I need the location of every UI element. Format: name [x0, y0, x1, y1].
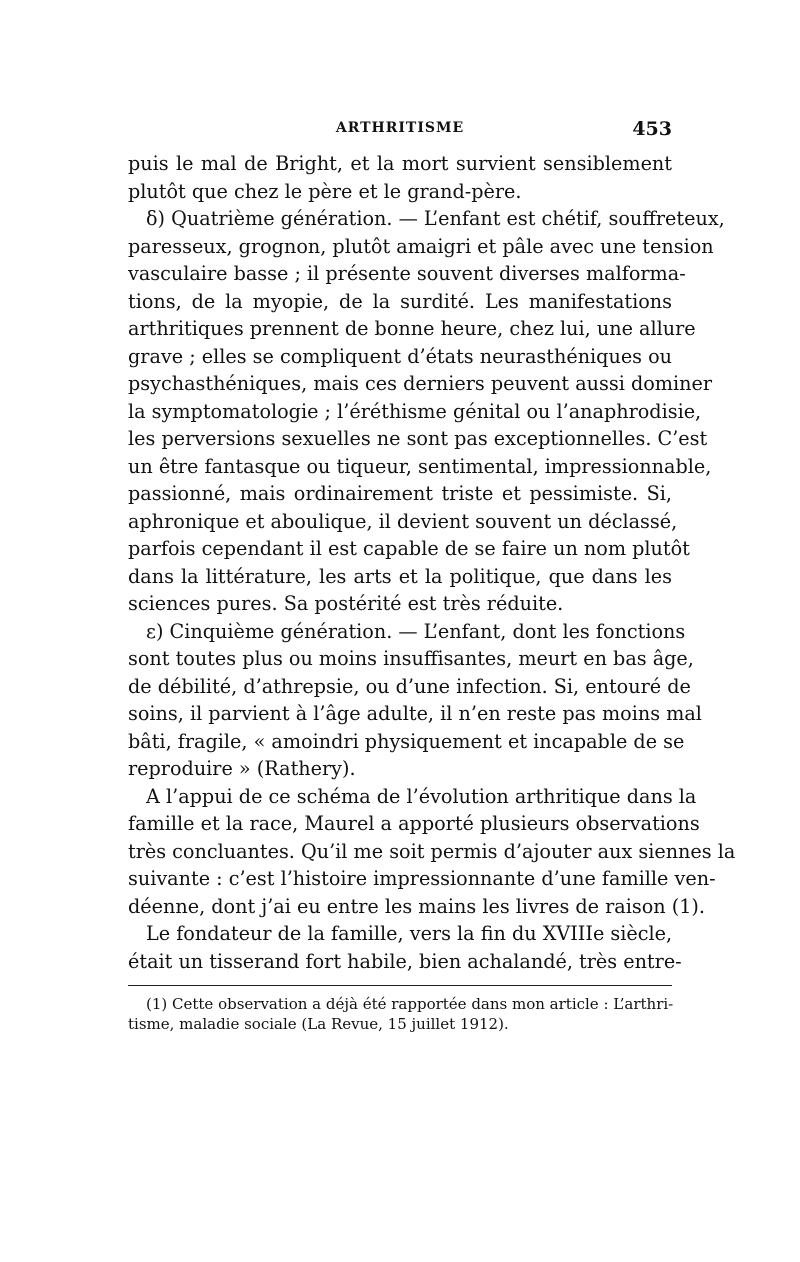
text-line: était un tisserand fort habile, bien achalandé, très entre-	[128, 949, 682, 973]
footnote-line: tisme, maladie sociale (La Revue, 15 juillet 1912).	[128, 1015, 509, 1033]
text-line: dans la littérature, les arts et la politique, que dans les	[128, 564, 672, 588]
text-line: les perversions sexuelles ne sont pas exceptionnelles. C’est	[128, 427, 708, 450]
text-line: la symptomatologie ; l’éréthisme génital ou l’anaphrodisie,	[128, 399, 702, 423]
text-line: aphronique et aboulique, il devient souvent un déclassé,	[128, 509, 678, 533]
text-line: de débilité, d’athrepsie, ou d’une infection. Si, entouré de	[128, 674, 691, 698]
footnote	[128, 994, 672, 1034]
text-line: arthritiques prennent de bonne heure, chez lui, une allure	[128, 317, 696, 340]
text-line: famille et la race, Maurel a apporté plusieurs observations	[128, 812, 700, 835]
text-line: bâti, fragile, « amoindri physiquement et incapable de se	[128, 729, 685, 753]
running-header	[128, 118, 672, 142]
text-line: déenne, dont j’ai eu entre les mains les livres de raison (1).	[128, 894, 706, 918]
text-line: très concluantes. Qu’il me soit permis d’ajouter aux siennes la	[128, 839, 736, 863]
footnote-divider	[128, 985, 672, 986]
text-line: psychasthéniques, mais ces derniers peuvent aussi dominer	[128, 372, 712, 395]
text-line: sont toutes plus ou moins insuffisantes, meurt en bas âge,	[128, 647, 694, 670]
text-line: un être fantasque ou tiqueur, sentimental, impressionnable,	[128, 454, 712, 478]
footnote-line: (1) Cette observation a déjà été rapportée dans mon article : L’arthri-	[146, 995, 674, 1013]
text-line: vasculaire basse ; il présente souvent diverses malforma-	[128, 262, 686, 285]
running-title: ARTHRITISME	[335, 120, 465, 136]
text-line: A l’appui de ce schéma de l’évolution arthritique dans la	[146, 784, 697, 808]
text-line: parfois cependant il est capable de se faire un nom plutôt	[128, 537, 690, 560]
text-line: δ) Quatrième génération. — L’enfant est chétif, souffreteux,	[146, 207, 725, 230]
body-text	[128, 150, 736, 975]
text-line: tions, de la myopie, de la surdité. Les manifestations	[128, 289, 672, 313]
text-line: suivante : c’est l’histoire impressionnante d’une famille ven-	[128, 867, 716, 890]
text-line: soins, il parvient à l’âge adulte, il n’en reste pas moins mal	[128, 702, 702, 725]
text-line: passionné, mais ordinairement triste et pessimiste. Si,	[128, 482, 672, 505]
text-line: reproduire » (Rathery).	[128, 757, 356, 780]
text-line: paresseux, grognon, plutôt amaigri et pâle avec une tension	[128, 234, 714, 258]
text-line: grave ; elles se compliquent d’états neurasthéniques ou	[128, 344, 673, 368]
text-line: sciences pures. Sa postérité est très réduite.	[128, 592, 564, 615]
page-number: 453	[632, 118, 672, 140]
text-line: Le fondateur de la famille, vers la fin du XVIIIe siècle,	[146, 922, 673, 945]
text-line: ε) Cinquième génération. — L’enfant, dont les fonctions	[146, 619, 686, 643]
text-line: puis le mal de Bright, et la mort survient sensiblement	[128, 152, 672, 175]
text-line: plutôt que chez le père et le grand-père.	[128, 179, 522, 203]
